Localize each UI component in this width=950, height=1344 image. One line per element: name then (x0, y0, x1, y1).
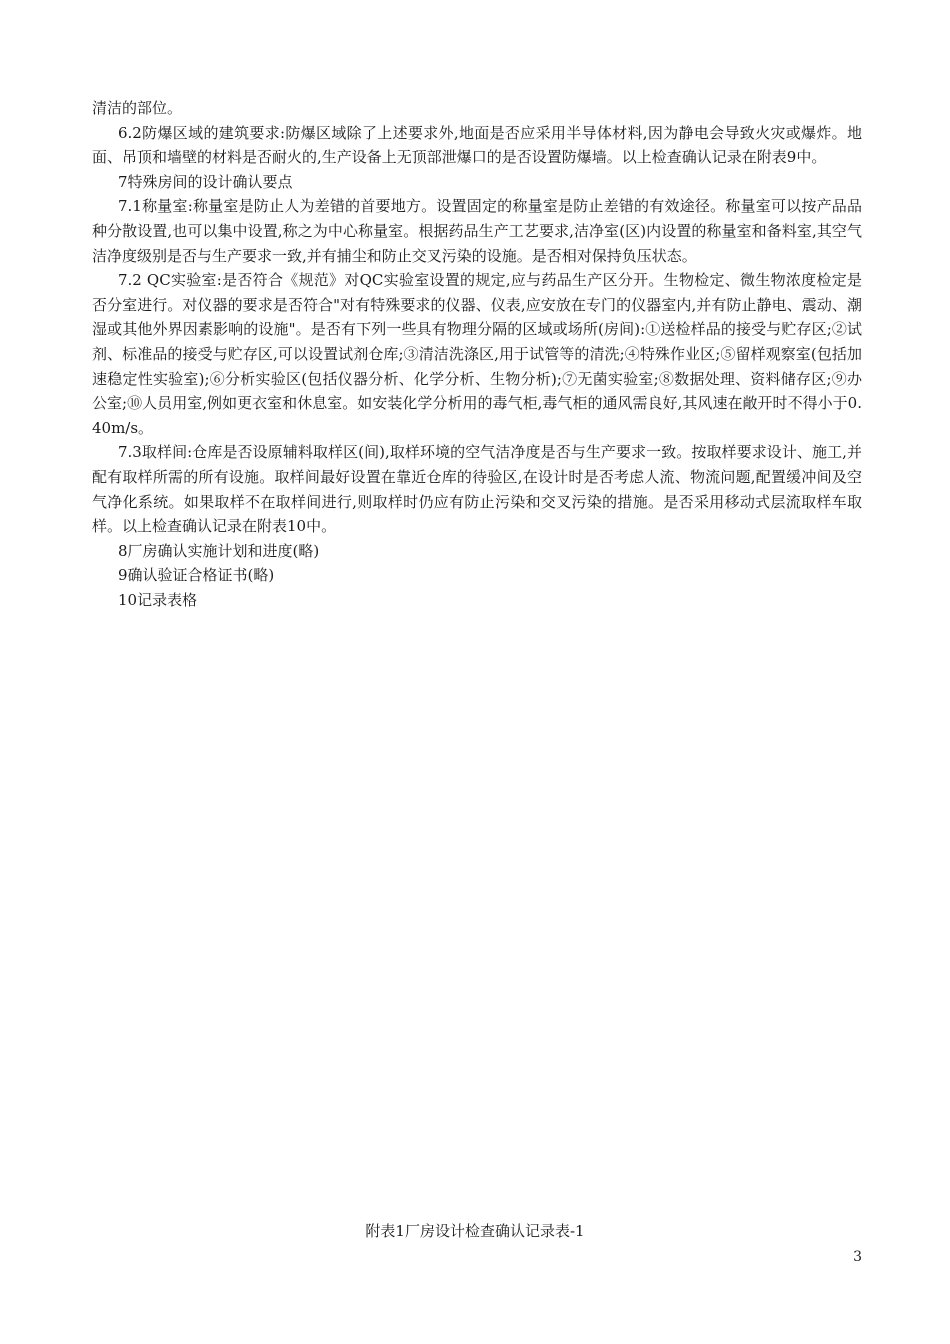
heading-8-plan: 8厂房确认实施计划和进度(略) (118, 541, 320, 560)
page-number: 3 (853, 1249, 862, 1265)
paragraph-7-1-weighing-room: 7.1称量室:称量室是防止人为差错的首要地方。设置固定的称量室是防止差错的有效途径。称量室可以按产品品种分散设置,也可以集中设置,称之为中心称量室。根据药品生产工艺要求,洁净室(区)内设置的称量室和备料室,其空气洁净度级别是否与生产要求一致,并有捕尘和防止交叉污染的设施。是否相对保持负压状态。 (92, 197, 862, 265)
paragraph-7-3-sampling-room: 7.3取样间:仓库是否设原辅料取样区(间),取样环境的空气洁净度是否与生产要求一致。按取样要求设计、施工,并配有取样所需的所有设施。取样间最好设置在靠近仓库的待验区,在设计时是否考虑人流、物流问题,配置缓冲间及空气净化系统。如果取样不在取样间进行,则取样时仍应有防止污染和交叉污染的措施。是否采用移动式层流取样车取样。以上检查确认记录在附表10中。 (92, 443, 862, 536)
heading-10-record-forms: 10记录表格 (118, 590, 198, 609)
paragraph-continuation: 清洁的部位。 (92, 99, 183, 117)
heading-9-certificate: 9确认验证合格证书(略) (118, 566, 275, 585)
document-body (92, 96, 862, 612)
heading-7-special-rooms: 7特殊房间的设计确认要点 (118, 172, 293, 191)
paragraph-7-2-qc-lab: 7.2 QC实验室:是否符合《规范》对QC实验室设置的规定,应与药品生产区分开。生物检定、微生物浓度检定是否分室进行。对仪器的要求是否符合"对有特殊要求的仪器、仪表,应安放在专门的仪器室内,并有防止静电、震动、潮湿或其他外界因素影响的设施"。是否有下列一些具有物理分隔的区域或场所(房间):①送检样品的接受与贮存区;②试剂、标准品的接受与贮存区,可以设置试剂仓库;③清洁洗涤区,用于试管等的清洗;④特殊作业区;⑤留样观察室(包括加速稳定性实验室);⑥分析实验区(包括仪器分析、化学分析、生物分析);⑦无菌实验室;⑧数据处理、资料储存区;⑨办公室;⑩人员用室,例如更衣室和休息室。如安装化学分析用的毒气柜,毒气柜的通风需良好,其风速在敞开时不得小于0.40m/s。 (92, 271, 862, 437)
paragraph-6-2-explosion-proof: 6.2防爆区域的建筑要求:防爆区域除了上述要求外,地面是否应采用半导体材料,因为静电会导致火灾或爆炸。地面、吊顶和墙壁的材料是否耐火的,生产设备上无顶部泄爆口的是否设置防爆墙。以上检查确认记录在附表9中。 (92, 123, 862, 167)
table-caption: 附表1厂房设计检查确认记录表-1 (365, 1222, 585, 1240)
